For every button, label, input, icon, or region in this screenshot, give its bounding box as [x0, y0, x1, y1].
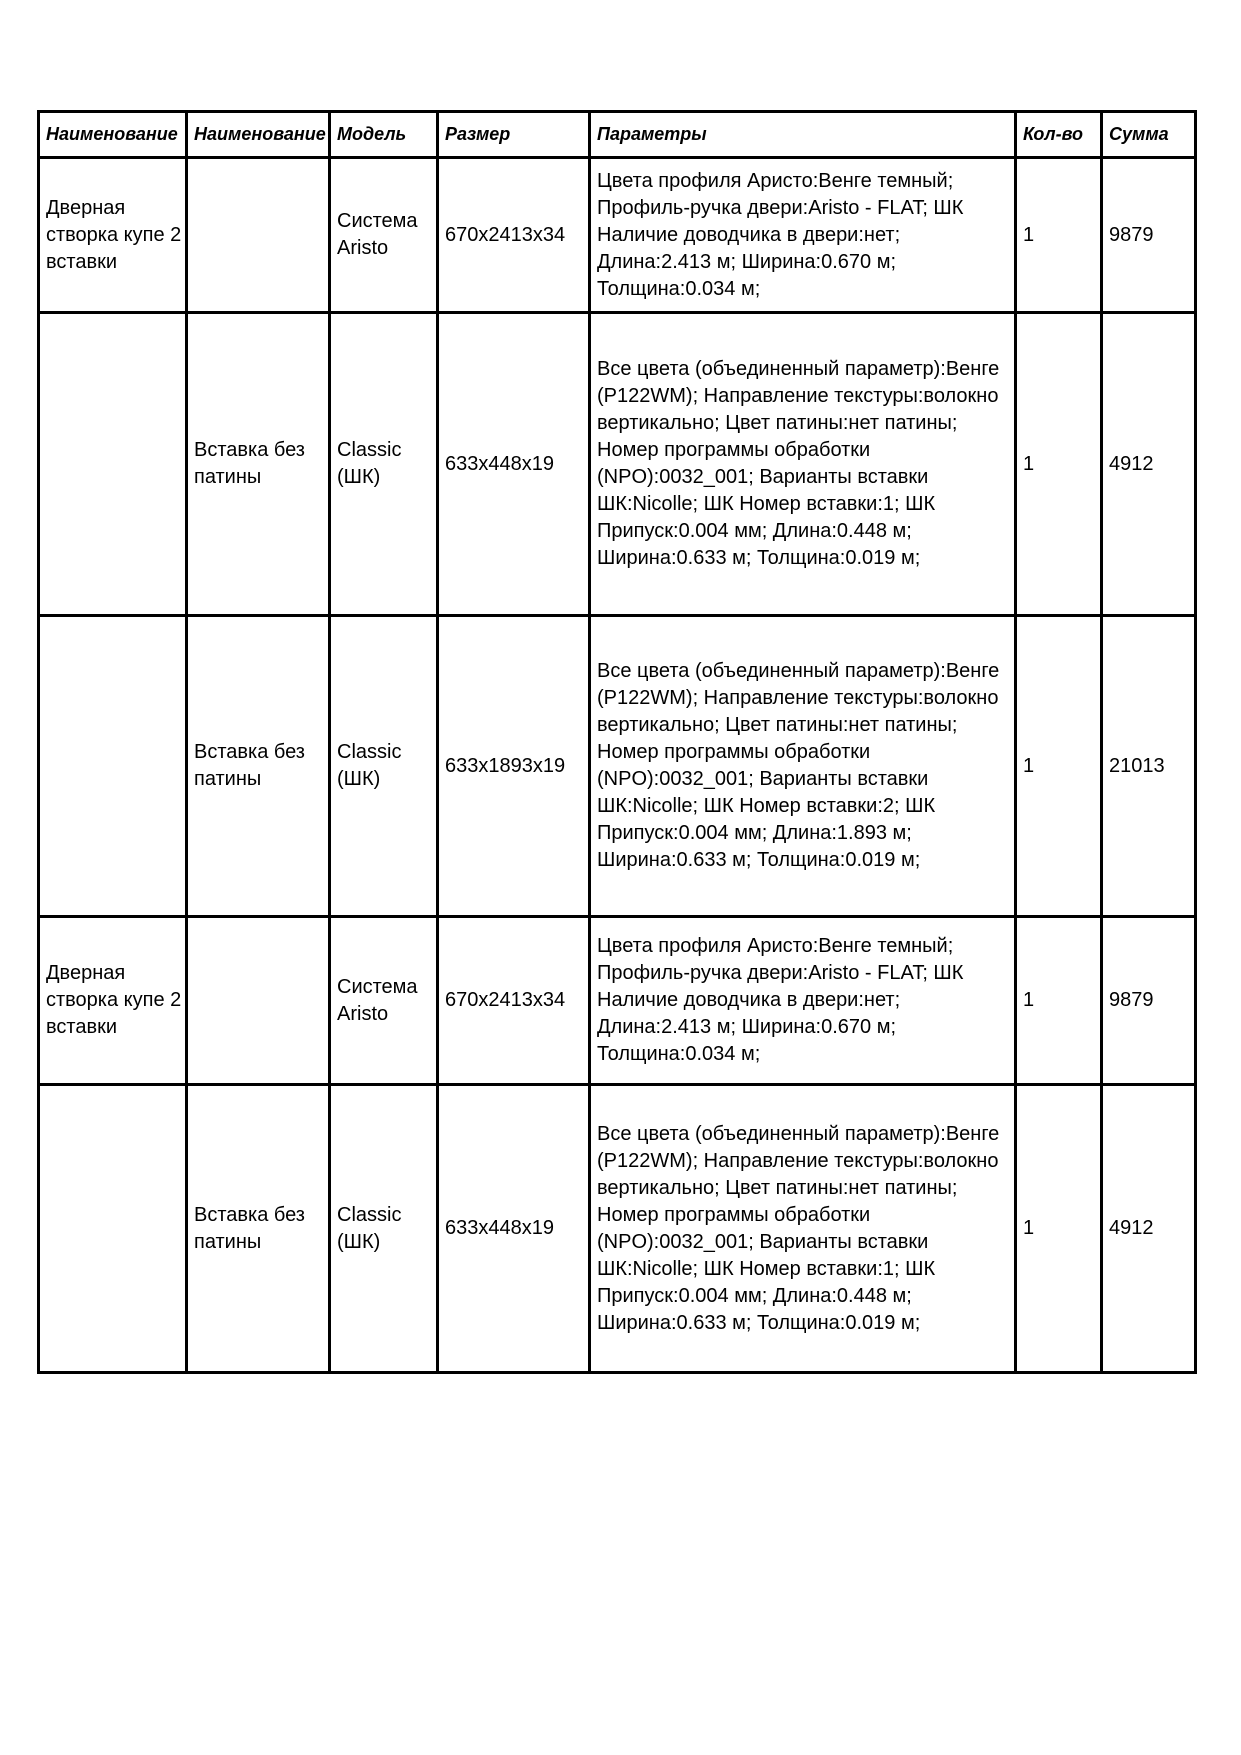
cell-sum: 4912 [1102, 313, 1196, 616]
cell-name-primary: Дверная створка купе 2 вставки [39, 917, 187, 1085]
cell-sum: 4912 [1102, 1085, 1196, 1373]
cell-sum: 21013 [1102, 616, 1196, 917]
cell-size: 633x448x19 [438, 1085, 590, 1373]
table-row [39, 1085, 1196, 1373]
cell-name-primary [39, 1085, 187, 1373]
cell-model: Classic (ШК) [330, 1085, 438, 1373]
cell-qty: 1 [1016, 1085, 1102, 1373]
cell-qty: 1 [1016, 917, 1102, 1085]
header-row [39, 112, 1196, 158]
cell-model: Classic (ШК) [330, 313, 438, 616]
cell-size: 670x2413x34 [438, 917, 590, 1085]
column-header-name-primary: Наименование [39, 112, 187, 158]
cell-size: 633x448x19 [438, 313, 590, 616]
cell-qty: 1 [1016, 158, 1102, 313]
column-header-qty: Кол-во [1016, 112, 1102, 158]
table-row [39, 917, 1196, 1085]
cell-name-primary: Дверная створка купе 2 вставки [39, 158, 187, 313]
cell-qty: 1 [1016, 616, 1102, 917]
cell-name-secondary [187, 917, 330, 1085]
column-header-name-secondary: Наименование [187, 112, 330, 158]
cell-sum: 9879 [1102, 917, 1196, 1085]
cell-sum: 9879 [1102, 158, 1196, 313]
column-header-params: Параметры [590, 112, 1016, 158]
cell-model: Система Aristo [330, 158, 438, 313]
cell-name-primary [39, 313, 187, 616]
table-row [39, 616, 1196, 917]
table-row [39, 158, 1196, 313]
cell-name-primary [39, 616, 187, 917]
cell-name-secondary [187, 158, 330, 313]
cell-name-secondary: Вставка без патины [187, 313, 330, 616]
table-row [39, 313, 1196, 616]
cell-params: Цвета профиля Аристо:Венге темный; Профиль-ручка двери:Aristo - FLAT; ШК Наличие доводчика в двери:нет; Длина:2.413 м; Ширина:0.670 м; Толщина:0.034 м; [590, 158, 1016, 313]
cell-params: Все цвета (объединенный параметр):Венге (P122WM); Направление текстуры:волокно вертикально; Цвет патины:нет патины; Номер программы обработки (NPO):0032_001; Варианты вставки ШК:Nicolle; ШК Номер вставки:1; ШК Припуск:0.004 мм; Длина:0.448 м; Ширина:0.633 м; Толщина:0.019 м; [590, 313, 1016, 616]
column-header-model: Модель [330, 112, 438, 158]
cell-model: Система Aristo [330, 917, 438, 1085]
cell-params: Все цвета (объединенный параметр):Венге (P122WM); Направление текстуры:волокно вертикально; Цвет патины:нет патины; Номер программы обработки (NPO):0032_001; Варианты вставки ШК:Nicolle; ШК Номер вставки:2; ШК Припуск:0.004 мм; Длина:1.893 м; Ширина:0.633 м; Толщина:0.019 м; [590, 616, 1016, 917]
cell-model: Classic (ШК) [330, 616, 438, 917]
cell-params: Все цвета (объединенный параметр):Венге (P122WM); Направление текстуры:волокно вертикально; Цвет патины:нет патины; Номер программы обработки (NPO):0032_001; Варианты вставки ШК:Nicolle; ШК Номер вставки:1; ШК Припуск:0.004 мм; Длина:0.448 м; Ширина:0.633 м; Толщина:0.019 м; [590, 1085, 1016, 1373]
column-header-sum: Сумма [1102, 112, 1196, 158]
cell-qty: 1 [1016, 313, 1102, 616]
cell-name-secondary: Вставка без патины [187, 616, 330, 917]
cell-size: 633x1893x19 [438, 616, 590, 917]
column-header-size: Размер [438, 112, 590, 158]
specification-table [37, 110, 1197, 1374]
cell-name-secondary: Вставка без патины [187, 1085, 330, 1373]
cell-params: Цвета профиля Аристо:Венге темный; Профиль-ручка двери:Aristo - FLAT; ШК Наличие доводчика в двери:нет; Длина:2.413 м; Ширина:0.670 м; Толщина:0.034 м; [590, 917, 1016, 1085]
cell-size: 670x2413x34 [438, 158, 590, 313]
